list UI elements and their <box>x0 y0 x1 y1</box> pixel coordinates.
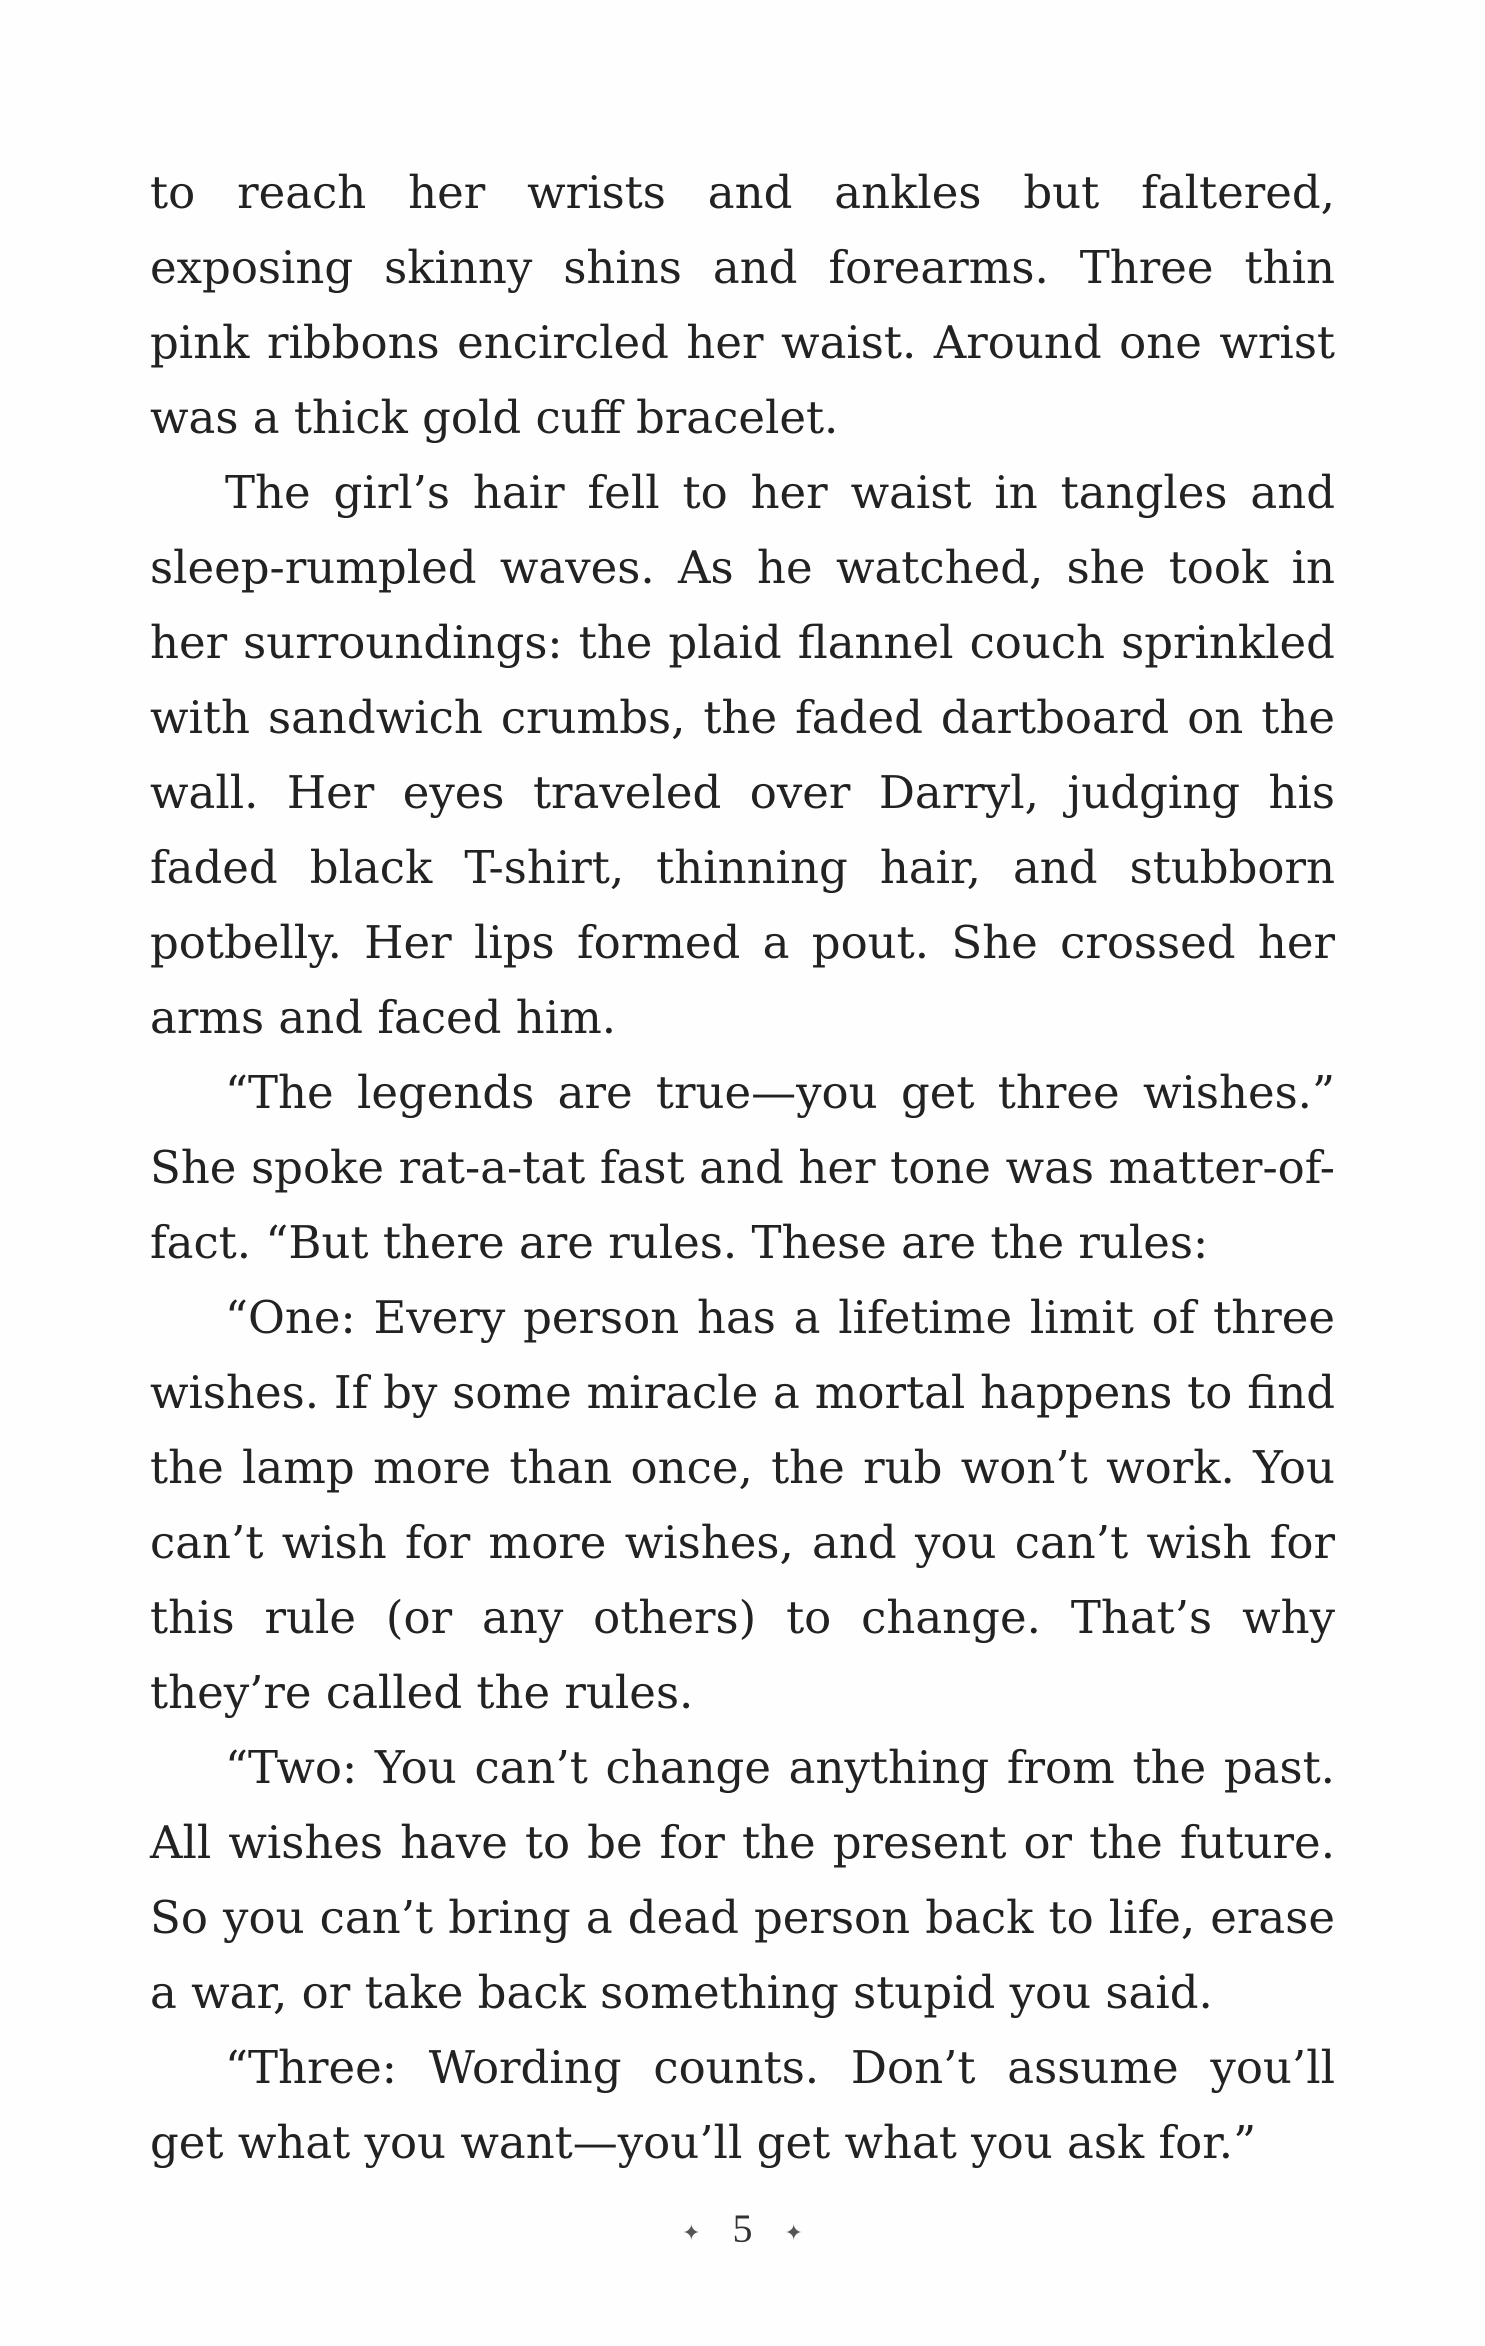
page-footer <box>0 2205 1485 2252</box>
paragraph: “The legends are true—you get three wishes.” She spoke rat-a-tat fast and her tone was matter-of-fact. “But there are rules. These are the rules: <box>150 1066 1335 1269</box>
body-text <box>150 155 1335 2180</box>
paragraph: “Two: You can’t change anything from the past. All wishes have to be for the present or the future. So you can’t bring a dead person back to life, erase a war, or take back something stupid you said. <box>150 1741 1335 2019</box>
ornament-left-icon: ✦ <box>682 2219 701 2245</box>
paragraph: “Three: Wording counts. Don’t assume you’ll get what you want—you’ll get what you ask for.” <box>150 2041 1335 2169</box>
ornament-right-icon: ✦ <box>784 2219 803 2245</box>
page-number: 5 <box>732 2206 753 2251</box>
paragraph: “One: Every person has a lifetime limit of three wishes. If by some miracle a mortal happens to find the lamp more than once, the rub won’t work. You can’t wish for more wishes, and you can’t wish for this rule (or any others) to change. That’s why they’re called the rules. <box>150 1291 1335 1719</box>
paragraph: to reach her wrists and ankles but faltered, exposing skinny shins and forearms. Three thin pink ribbons encircled her waist. Around one wrist was a thick gold cuff bracelet. <box>150 166 1335 444</box>
paragraph: The girl’s hair fell to her waist in tangles and sleep-rumpled waves. As he watched, she took in her surroundings: the plaid flannel couch sprinkled with sandwich crumbs, the faded dartboard on the wall. Her eyes traveled over Darryl, judging his faded black T-shirt, thinning hair, and stubborn potbelly. Her lips formed a pout. She crossed her arms and faced him. <box>150 466 1335 1044</box>
